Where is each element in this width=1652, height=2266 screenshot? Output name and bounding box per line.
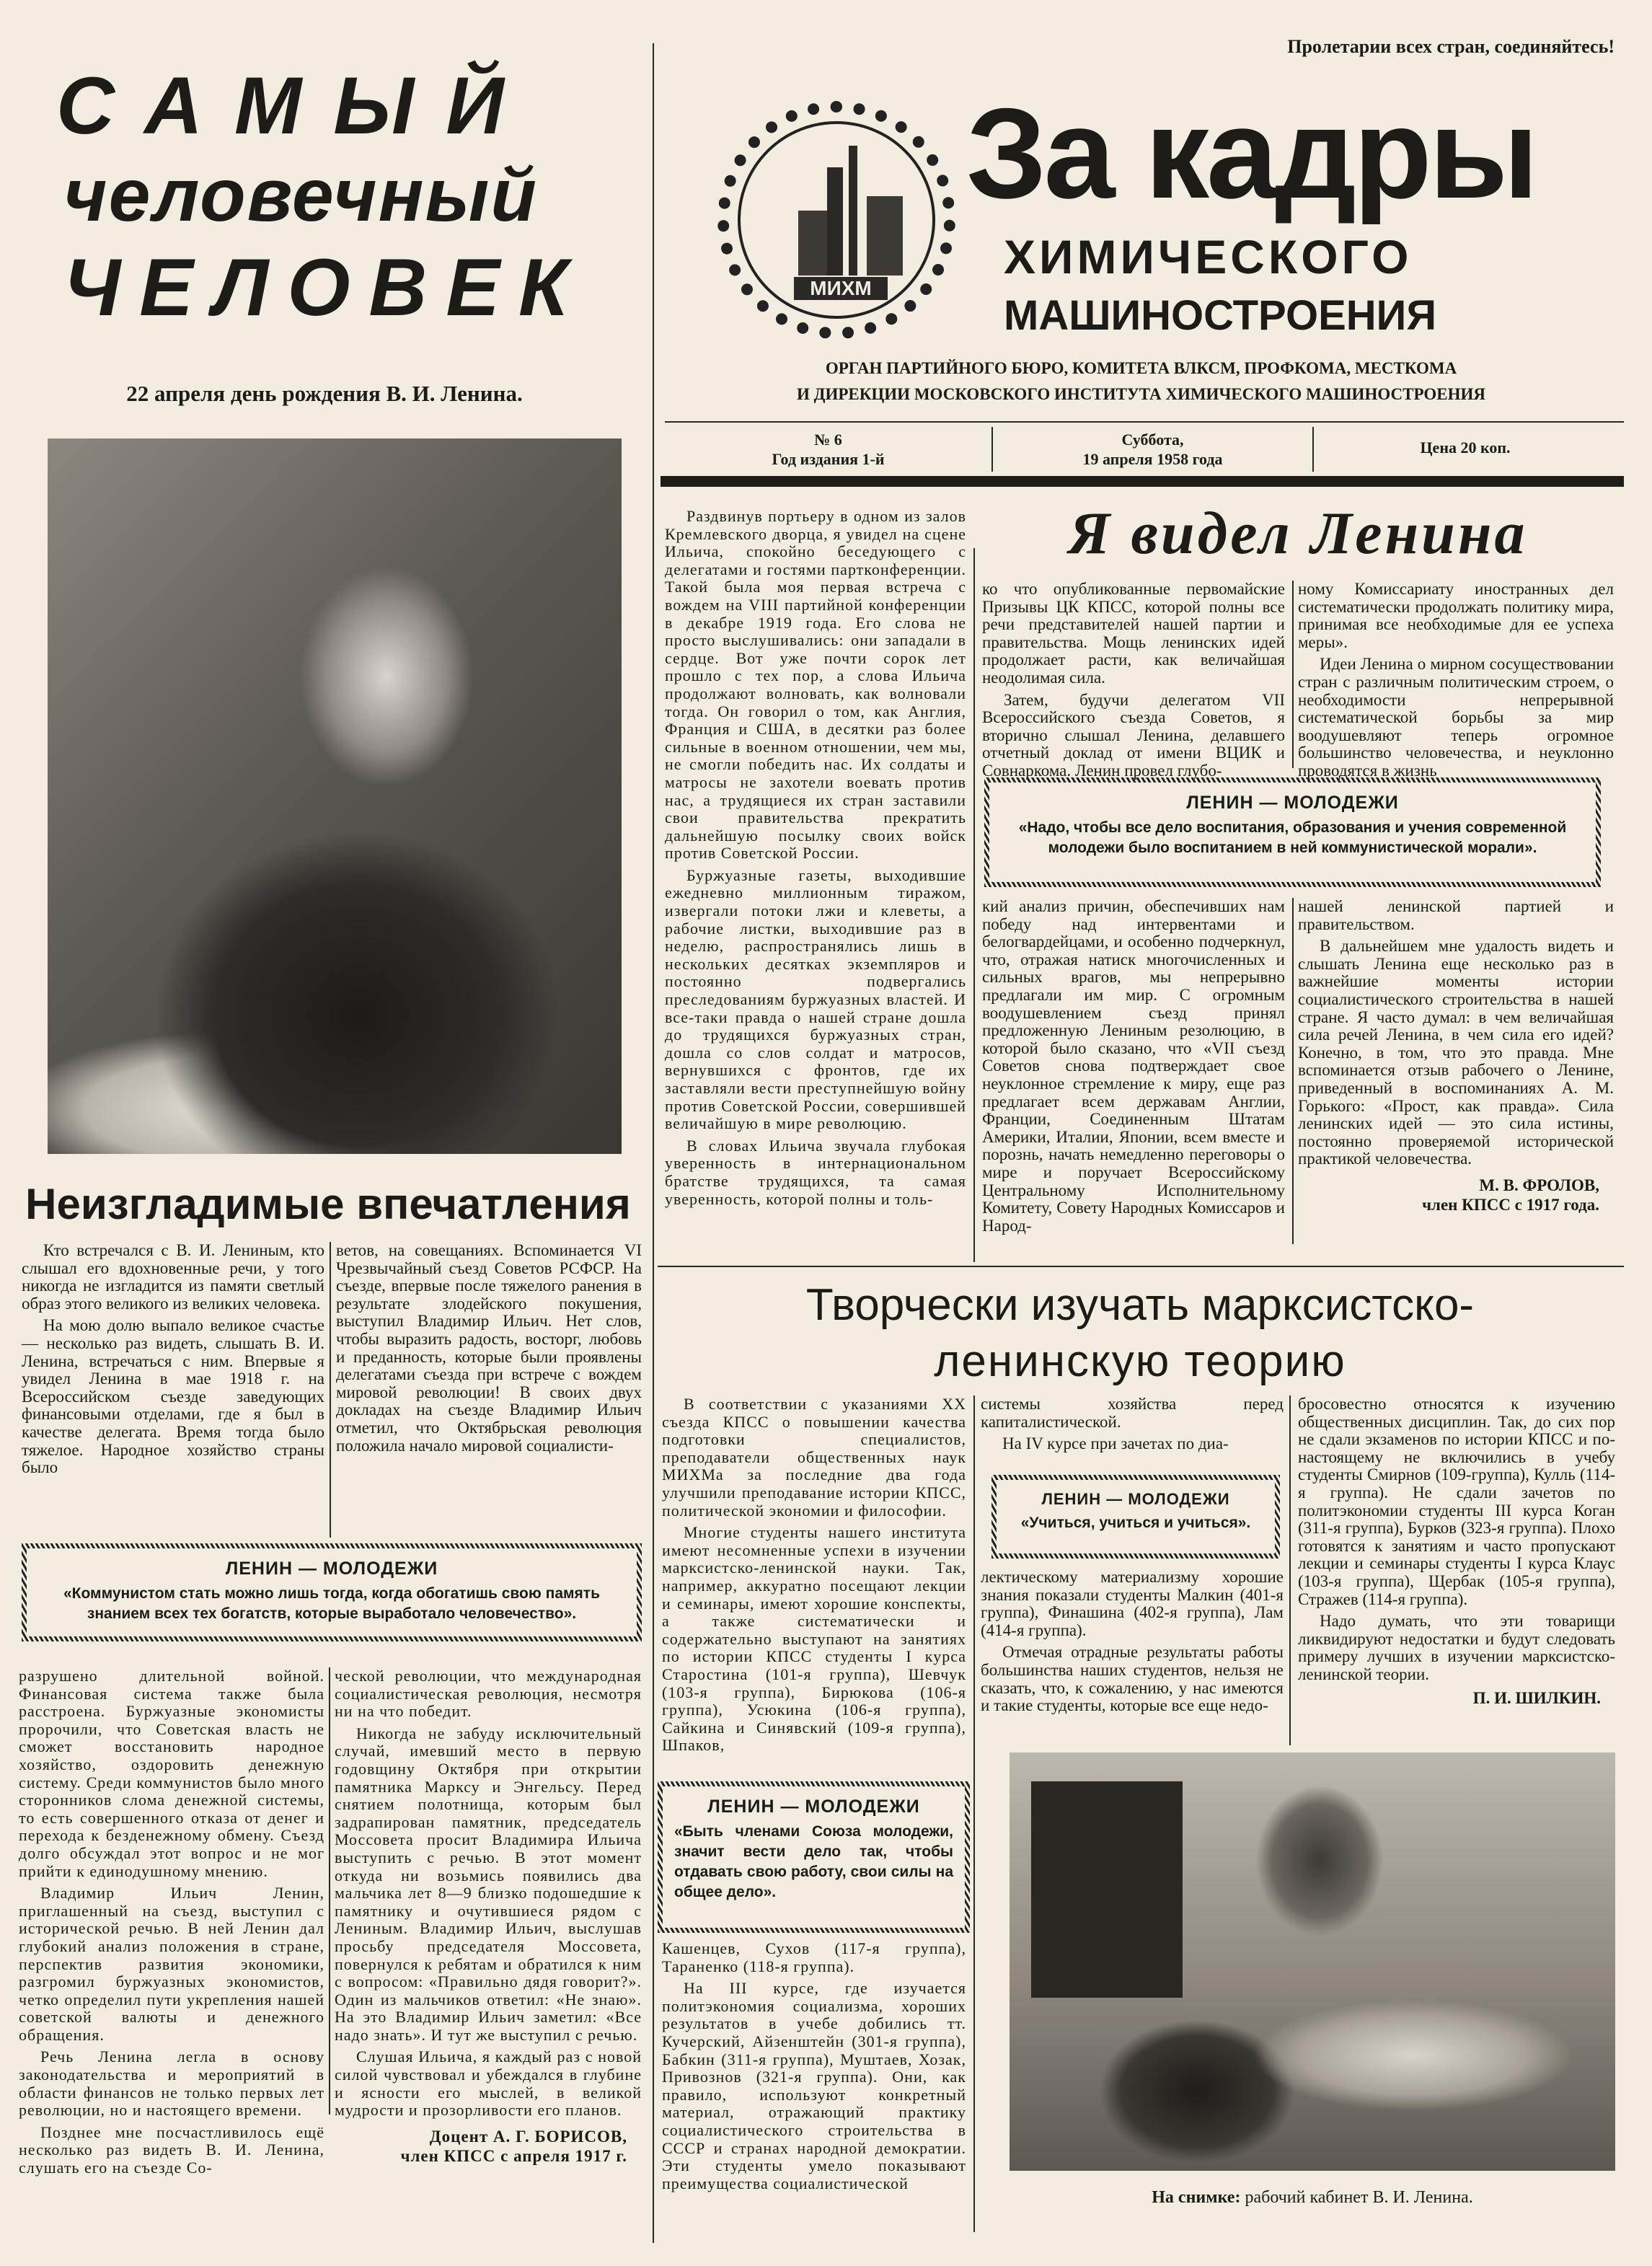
quote-box-text: «Быть членами Союза молодежи, значит вести дело так, чтобы отдавать свою работу, свои силы на общее дело». — [674, 1823, 953, 1900]
masthead-thick-bar — [661, 476, 1624, 487]
saw-lenin-col2-top — [982, 581, 1285, 785]
paragraph: В дальнейшем мне удалость видеть и слышать Ленина еще несколько раз в важнейшие моменты истории социалистического строительства в нашей стране. Я часто думал: в чем величайшая сила речей Ленина, в чем сила его идей? Конечно, в том, что это правда. Мне вспоминается отзыв рабочего о Ленине, приведенный в воспоминаниях А. М. Горького: «Прост, как правда». Сила ленинских идей — это сила истины, постоянно проверяемой исторической практикой человечества. — [1298, 937, 1614, 1168]
masthead-subtitle-line1: ХИМИЧЕСКОГО — [1004, 230, 1413, 283]
impressions-author — [335, 2127, 642, 2166]
theory-headline-line2: ленинскую теорию — [934, 1336, 1346, 1386]
saw-lenin-col2-bottom — [982, 898, 1285, 1239]
issue-year: Год издания 1-й — [772, 450, 885, 468]
lenin-youth-quote-box — [658, 1781, 970, 1933]
issue-info — [665, 430, 991, 469]
photo-caption — [1010, 2188, 1615, 2208]
paragraph: Многие студенты нашего института имеют несомненные успехи в изучении марксистско-ленинской науки. Так, например, аккуратно посещают лекции и семинары, имеют хорошие конспекты, а также систематически и содержательно выступают на занятиях по истории КПСС студенты I курса Старостина (101-я группа), Шевчук (103-я группа), Бирюкова (106-я группа), Усюкина (106-я группа), Сайкина и Синявский (109-я группа), Шпаков, — [662, 1523, 966, 1755]
paragraph: В словах Ильича звучала глубокая уверенность в интернациональном братстве трудящихся, та самая уверенность, которой полны и толь- — [665, 1136, 966, 1208]
author-name: М. В. ФРОЛОВ, — [1479, 1176, 1599, 1194]
lenin-youth-quote-box — [22, 1543, 642, 1641]
lenin-study-photo — [1010, 1753, 1615, 2171]
column-divider — [1292, 581, 1294, 768]
quote-box-text: «Коммунистом стать можно лишь тогда, когда обогатишь свою память знанием всех тех богатств, которые выработало человечество». — [63, 1585, 600, 1622]
quote-box-heading: ЛЕНИН — МОЛОДЕЖИ — [1186, 793, 1399, 813]
paragraph: Идеи Ленина о мирном сосуществовании стран с различным политическим строем, о необходимости непрерывной систематической борьбы за мир воодушевляют теперь огромное большинство человечества, и неуклонно проводятся в жизнь — [1298, 655, 1614, 780]
paragraph: Отмечая отрадные результаты работы большинства наших студентов, нельзя не сказать, что, к сожалению, у нас имеются и такие студенты, которые все еще недо- — [981, 1643, 1284, 1715]
lenin-youth-quote-box — [984, 777, 1601, 887]
theory-col3 — [1298, 1396, 1615, 1708]
paragraph: Позднее мне посчастливилось ещё несколько раз видеть В. И. Ленина, слушать его на съезде Со- — [19, 2122, 324, 2177]
paragraph: лектическому материализму хорошие знания показали студенты Малкин (401-я группа), Финашина (402-я группа), Лам (414-я группа). — [981, 1568, 1284, 1639]
paragraph: Кашенцев, Сухов (117-я группа), Тараненко (118-я группа). — [662, 1939, 966, 1975]
quote-box-text: «Надо, чтобы все дело воспитания, образования и учения современной молодежи было воспитанием в ней коммунистической морали». — [1018, 819, 1567, 856]
paragraph: На III курсе, где изучается политэкономия социализма, хороших результатов в учебе добились тт. Кучерский, Айзенштейн (301-я группа), Бабкин (311-я группа), Муштаев, Хозак, Привознов (321-я группа). Они, как правило, используют конкретный материал, отражающий практику социалистического строительства в СССР и странах народной демократии. Эти студенты умело показывают преимущества социалистической — [662, 1979, 966, 2192]
masthead-title: За кадры — [966, 81, 1536, 225]
paragraph: ветов, на совещаниях. Вспоминается VI Чрезвычайный съезд Советов РСФСР. На съезде, впервые после тяжелого ранения в результате злодейского покушения, выступил Владимир Ильич. Нет слов, чтобы выразить радость, восторг, любовь и преданность, которые были проявлены делегатами съезда при встрече с вождем мировой революции! В своих двух докладах на съезде Владимир Ильич отметил, что Октябрьская революция положила начало мировой социалисти- — [336, 1241, 642, 1455]
column-divider — [973, 1396, 975, 2232]
photo-caption-text: рабочий кабинет В. И. Ленина. — [1245, 2188, 1473, 2207]
column-divider — [330, 1242, 331, 1538]
quote-box-heading: ЛЕНИН — МОЛОДЕЖИ — [707, 1797, 920, 1817]
masthead-organ-line1: ОРГАН ПАРТИЙНОГО БЮРО, КОМИТЕТА ВЛКСМ, ПРОФКОМА, МЕСТКОМА — [825, 359, 1457, 377]
feature-title-line1: САМЫЙ — [56, 61, 536, 151]
issue-date — [993, 430, 1312, 469]
paragraph: Раздвинув портьеру в одном из залов Кремлевского дворца, я увидел на сцене Ильича, спокойно беседующего с делегатами и гостями партконференции. Такой была моя первая встреча с вождем на VIII партийной конференции в декабре 1919 года. Его слова не просто выслушивались: они западали в сердце. Вот уже почти сорок лет прошло с тех пор, а слова Ильича продолжают волновать, как волновали тогда. Он говорил о том, как Англия, Франция и США, в десятки раз более сильные в военном отношении, чем мы, не смогли победить нас. Их солдаты и матросы не захотели воевать против нас, а трудящиеся их стран заставили свои правительства прекратить дальнейшую посылку своих войск против Советской России. — [665, 507, 966, 863]
theory-col2-bottom — [981, 1569, 1284, 1719]
paragraph: Затем, будучи делегатом VII Всероссийского съезда Советов, я вторично слышал Ленина, делавшего отчетный доклад от имени ВЦИК и Совнаркома. Ленин провел глубо- — [982, 690, 1285, 780]
feature-title-line3: ЧЕЛОВЕК — [63, 242, 587, 332]
paragraph: Кто встречался с В. И. Лениным, кто слышал его вдохновенные речи, у того никогда не изгладится из памяти светлый образ этого великого из великих человека. — [22, 1241, 324, 1313]
column-divider — [1292, 898, 1294, 1244]
column-divider — [329, 1667, 330, 2115]
paragraph: Никогда не забуду исключительный случай, имевший место в первую годовщину Октября при открытии памятника Марксу и Энгельсу. Перед снятием полотнища, которым был задрапирован памятник, председатель Моссовета просит Владимира Ильича выступить с речью. В этот момент откуда ни возьмись появились два мальчика лет 8—9 близко подошедшие к памятнику и очутившиеся рядом с Лениным. Владимир Ильич, выслушав просьбу председателя Моссовета, повернулся к ребятам и обратился к ним с вопросом: «Правильно дядя говорит?». Один из мальчиков ответил: «Не знаю». На это Владимир Ильич заметил: «Все надо знать». И тут же выступил с речью. — [335, 1724, 642, 2044]
saw-lenin-author — [1298, 1176, 1614, 1214]
photo-caption-label: На снимке: — [1152, 2188, 1241, 2207]
paragraph: системы хозяйства перед капиталистической. — [981, 1395, 1284, 1431]
theory-col1-top — [662, 1396, 966, 1759]
paragraph: На IV курсе при зачетах по диа- — [1002, 1434, 1229, 1453]
page-divider — [653, 43, 654, 2243]
impressions-col2-bottom — [335, 1667, 642, 2166]
quote-box-text: «Учиться, учиться и учиться». — [1020, 1515, 1251, 1531]
section-rule — [658, 1266, 1624, 1267]
issue-weekday: Суббота, — [1121, 431, 1184, 449]
feature-title-line2: человечный — [63, 154, 538, 237]
issue-date-text: 19 апреля 1958 года — [1082, 450, 1223, 468]
saw-lenin-col3-top — [1298, 581, 1614, 785]
quote-box-heading: ЛЕНИН — МОЛОДЕЖИ — [225, 1559, 438, 1579]
impressions-col1-top — [22, 1242, 324, 1481]
paragraph: бросовестно относятся к изучению общественных дисциплин. Так, до сих пор не сдали экзаменов по истории КПСС и по-настоящему не включились в учебу студенты Смирнов (109-группа), Кулль (114-я группа). Не сдали зачетов по политэкономии студенты III курса Коган (311-я группа), Бурков (323-я группа). Плохо готовятся к занятиям и часто пропускают лекции и семинары студенты I курса Клаус (103-я группа), Щербак (105-я группа), Стражев (114-я группа). — [1298, 1395, 1615, 1608]
lenin-youth-quote-box — [991, 1475, 1280, 1559]
logo-text: МИХМ — [794, 277, 888, 300]
issue-number: № 6 — [814, 431, 842, 449]
paragraph: Слушая Ильича, я каждый раз с новой силой чувствовал и убеждался в глубине и ясности его мыслей, в великой мудрости и прозорливости его планов. — [335, 2047, 642, 2120]
impressions-headline: Неизгладимые впечатления — [25, 1180, 631, 1228]
issue-price: Цена 20 коп. — [1420, 438, 1511, 457]
paragraph: разрушено длительной войной. Финансовая система также была расстроена. Буржуазные экономисты пророчили, что Советская власть не сможет восстановить народное хозяйство, оздоровить денежную систему. Среди коммунистов было много сторонников слома денежной системы, то есть совершенного отказа от денег и перехода к безденежному обмену. Съезд долго обсуждал этот вопрос и не мог прийти к единодушному мнению. — [19, 1667, 324, 1880]
paragraph: Владимир Ильич Ленин, приглашенный на съезд, выступил с исторической речью. В ней Ленин дал глубокий анализ положения в стране, перспектив развития экономики, разгромил буржуазных экономистов, четко определил пути укрепления нашей советской валюты и денежного обращения. — [19, 1884, 324, 2044]
saw-lenin-col1 — [665, 508, 966, 1212]
impressions-col2-top — [336, 1242, 642, 1459]
column-divider — [973, 548, 975, 1262]
lenin-portrait-photo — [48, 438, 622, 1154]
feature-subtitle: 22 апреля день рождения В. И. Ленина. — [126, 381, 523, 406]
theory-col1-bottom — [662, 1940, 966, 2197]
paragraph: Речь Ленина легла в основу законодательства и мероприятий в области финансов не только первых лет революции, но и настоящего времени. — [19, 2047, 324, 2120]
theory-headline-line1: Творчески изучать марксистско- — [805, 1280, 1475, 1330]
paragraph: Надо думать, что эти товарищи ликвидируют недостатки и будут следовать примеру лучших в изучении марксистско-ленинской теории. — [1298, 1612, 1615, 1683]
paragraph: ному Комиссариату иностранных дел систематически продолжать политику мира, принимая все необходимые для ее успеха меры». — [1298, 580, 1614, 651]
paragraph: кий анализ причин, обеспечивших нам победу над интервентами и белогвардейцами, и особенно подчеркнул, что, отражая натиск многочисленных и сильных врагов, мы непрерывно предлагали им мир. С огромным воодушевлением съезд принял предложенную Лениным резолюцию, в которой было сказано, что «VII съезд Советов снова подтверждает свое неуклонное стремление к миру, еще раз предлагает всем державам Англии, Франции, Соединенным Штатам Америки, Италии, Японии, всем вместе и порознь, начать немедленно переговоры о мире и поручает Всероссийскому Центральному Исполнительному Комитету, Совету Народных Комиссаров и Народ- — [982, 897, 1285, 1235]
paragraph: Буржуазные газеты, выходившие ежедневно миллионным тиражом, извергали потоки лжи и клеветы, а рабочие листки, выходившие раз в неделю, распространялись лишь в нескольких десятках экземпляров и постоянно подвергались преследованиям буржуазных властей. И все-таки правда о нашей стране дошла до трудящихся буржуазных стран, дошла со слов солдат и матросов, вернувшихся с фронтов, где их заставляли вести преступнейшую войну против Советской России, совершившей величайшую в мире революцию. — [665, 865, 966, 1133]
mihm-logo — [717, 101, 955, 339]
paragraph: нашей ленинской партией и правительством. — [1298, 897, 1614, 933]
saw-lenin-col3-bottom — [1298, 898, 1614, 1214]
impressions-col1-bottom — [19, 1667, 324, 2182]
paragraph: В соответствии с указаниями XX съезда КПСС о повышении качества подготовки специалистов, преподаватели общественных наук МИХМа за последние два года улучшили преподавание истории КПСС, политической экономии и философии. — [662, 1395, 966, 1520]
author-note: член КПСС с 1917 года. — [1422, 1195, 1599, 1214]
theory-col2-top — [981, 1396, 1284, 1458]
masthead-rule — [665, 421, 1624, 423]
paragraph: На мою долю выпало великое счастье — несколько раз видеть, слышать В. И. Ленина, встречаться с ним. Впервые я увидел Ленина в мае 1918 г. на Всероссийском съезде заведующих финансовыми отделами, где я был в качестве делегата. Время тогда было тяжелое. Народное хозяйство страны было — [22, 1316, 324, 1477]
quote-box-heading: ЛЕНИН — МОЛОДЕЖИ — [1041, 1490, 1230, 1508]
masthead-organ-line2: И ДИРЕКЦИИ МОСКОВСКОГО ИНСТИТУТА ХИМИЧЕСКОГО МАШИНОСТРОЕНИЯ — [796, 385, 1485, 403]
paragraph: ко что опубликованные первомайские Призывы ЦК КПСС, которой полны все речи представителей нашей партии и правительства. Мощь ленинских идей продолжает расти, как величайшая неодолимая сила. — [982, 580, 1285, 687]
theory-author: П. И. ШИЛКИН. — [1472, 1688, 1601, 1707]
author-note: член КПСС с апреля 1917 г. — [400, 2146, 627, 2165]
author-name: Доцент А. Г. БОРИСОВ, — [429, 2127, 627, 2146]
column-divider — [1289, 1396, 1291, 1745]
paragraph: ческой революции, что международная социалистическая революция, несмотря ни на что победит. — [335, 1667, 642, 1721]
saw-lenin-headline: Я видел Ленина — [1068, 500, 1528, 567]
masthead-slogan: Пролетарии всех стран, соединяйтесь! — [1287, 36, 1615, 57]
masthead-subtitle-line2: МАШИНОСТРОЕНИЯ — [1004, 292, 1437, 339]
